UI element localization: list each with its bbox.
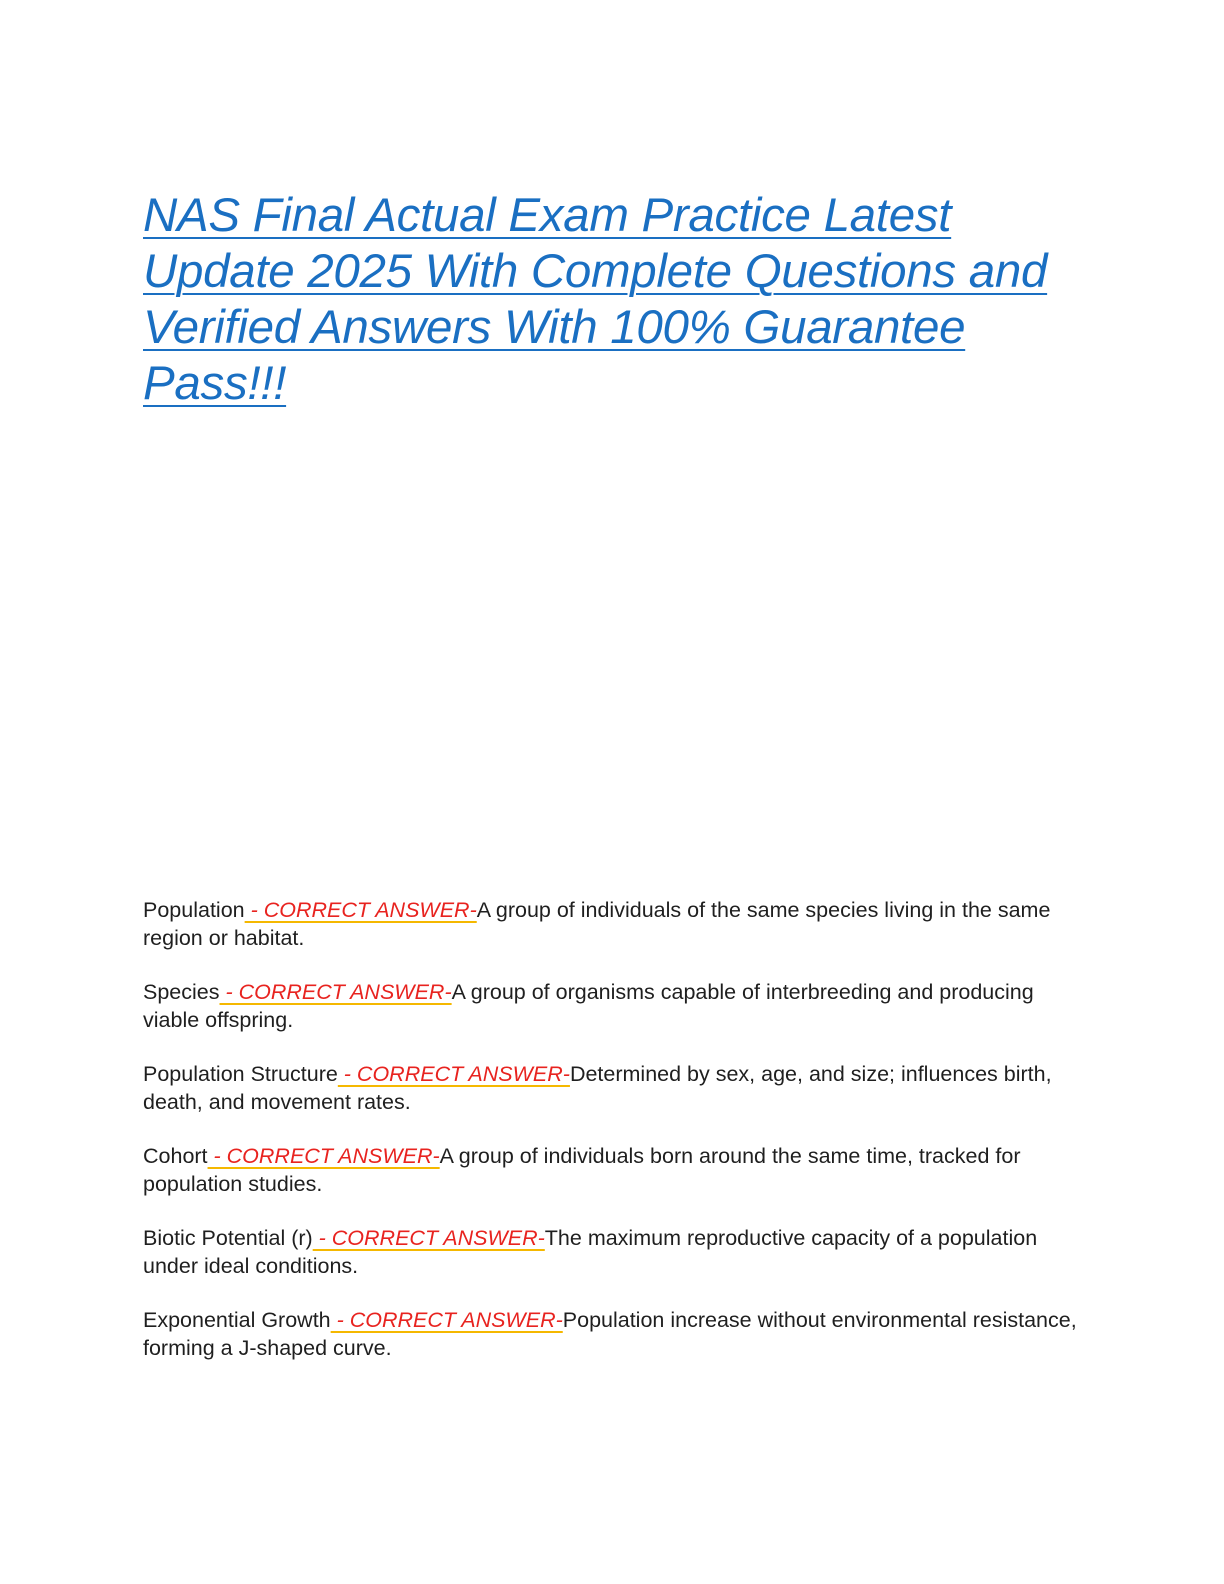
qa-definition: A group of organisms capable of interbreeding and producing viable offspring. [143, 980, 1034, 1032]
correct-answer-marker: - CORRECT ANSWER- [207, 1144, 440, 1168]
qa-term: Population [143, 898, 245, 922]
qa-item-exponential-growth [143, 1306, 1083, 1362]
qa-term: Biotic Potential (r) [143, 1226, 313, 1250]
qa-item-cohort [143, 1142, 1083, 1198]
correct-answer-marker: - CORRECT ANSWER- [330, 1308, 563, 1332]
qa-definition: A group of individuals born around the same time, tracked for population studies. [143, 1144, 1021, 1196]
correct-answer-marker: - CORRECT ANSWER- [244, 898, 477, 922]
qa-item-biotic-potential [143, 1224, 1083, 1280]
qa-term: Species [143, 980, 220, 1004]
qa-item-population-structure [143, 1060, 1083, 1116]
qa-term: Population Structure [143, 1062, 338, 1086]
qa-definition: Population increase without environmental resistance, forming a J-shaped curve. [143, 1308, 1077, 1360]
qa-term: Exponential Growth [143, 1308, 331, 1332]
qa-item-population [143, 896, 1083, 952]
qa-term: Cohort [143, 1144, 208, 1168]
correct-answer-marker: - CORRECT ANSWER- [312, 1226, 545, 1250]
qa-definition: A group of individuals of the same species living in the same region or habitat. [143, 898, 1051, 950]
qa-list [143, 896, 1083, 1388]
correct-answer-marker: - CORRECT ANSWER- [219, 980, 452, 1004]
qa-definition: Determined by sex, age, and size; influences birth, death, and movement rates. [143, 1062, 1052, 1114]
correct-answer-marker: - CORRECT ANSWER- [337, 1062, 570, 1086]
qa-definition: The maximum reproductive capacity of a population under ideal conditions. [143, 1226, 1038, 1278]
qa-item-species [143, 978, 1083, 1034]
document-title[interactable]: NAS Final Actual Exam Practice Latest Update 2025 With Complete Questions and Verified Answers With 100% Guarantee Pass!!! [143, 189, 1048, 410]
